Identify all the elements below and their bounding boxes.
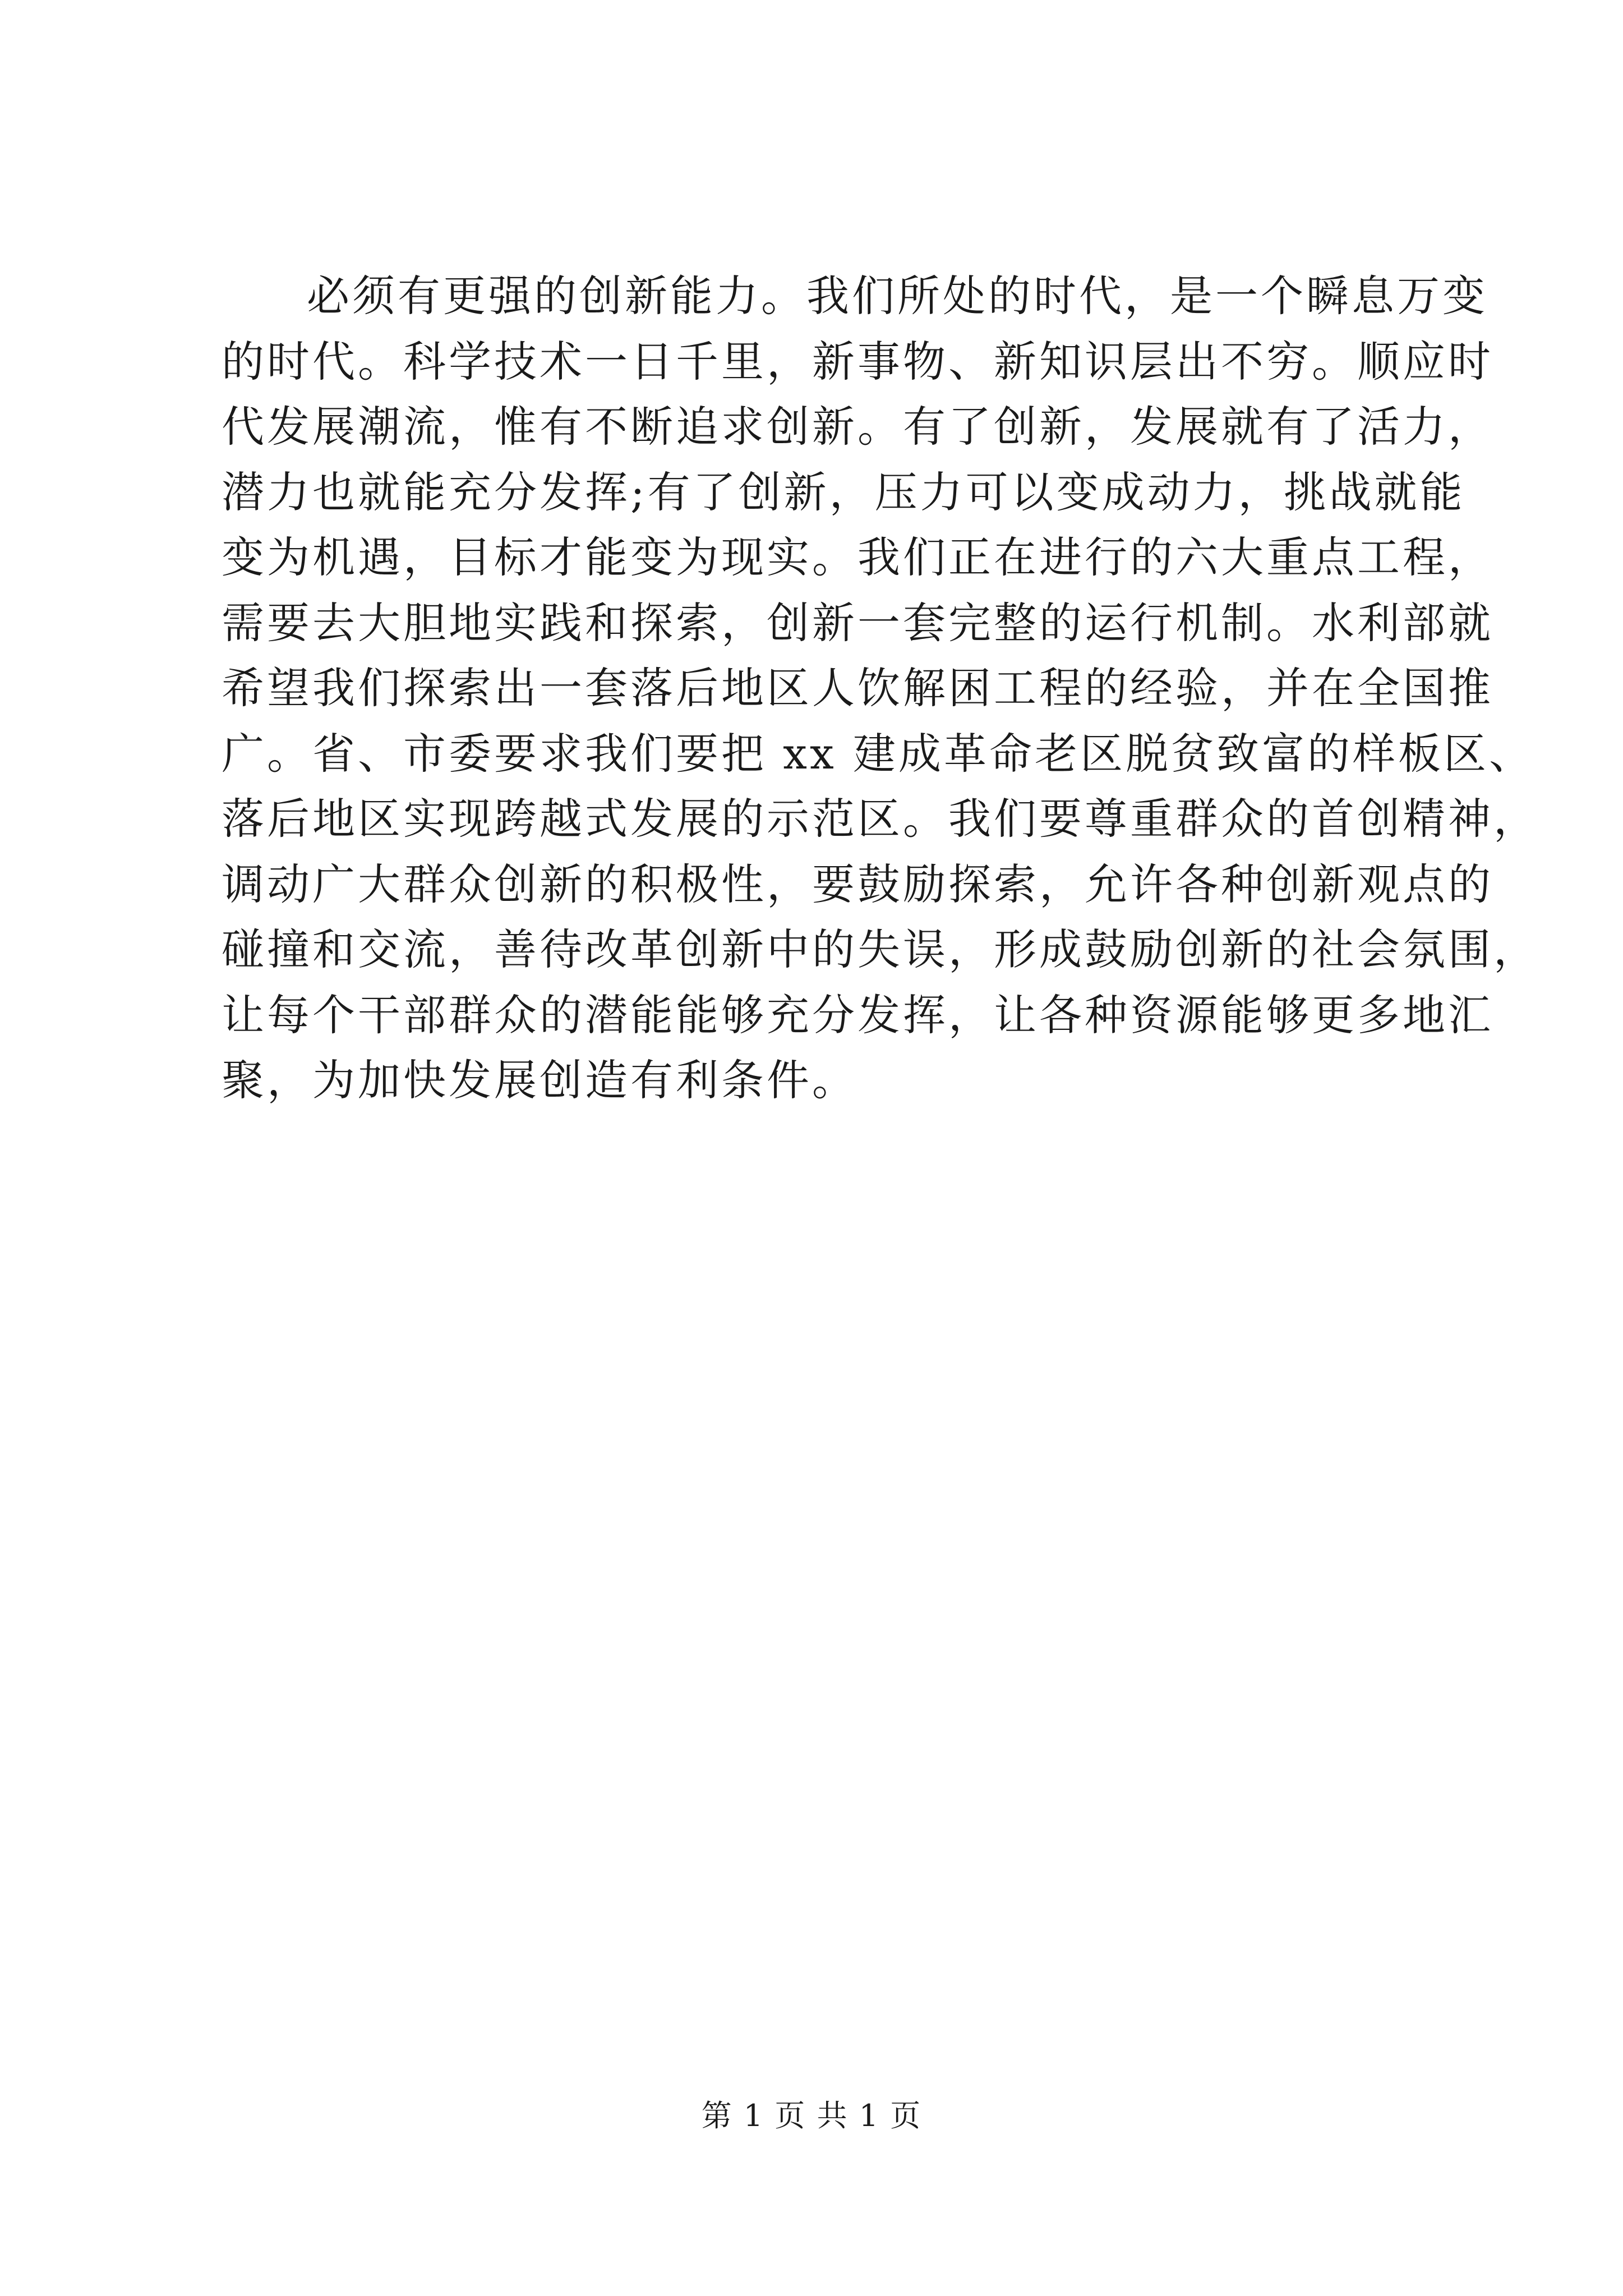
paragraph-line: 潜力也就能充分发挥;有了创新，压力可以变成动力，挑战就能 — [222, 467, 1465, 517]
paragraph-line: 调动广大群众创新的积极性，要鼓励探索，允许各种创新观点的 — [222, 859, 1493, 909]
paragraph-line: 需要去大胆地实践和探索，创新一套完整的运行机制。水利部就 — [222, 597, 1493, 648]
paragraph-line: 希望我们探索出一套落后地区人饮解困工程的经验，并在全国推 — [222, 663, 1493, 713]
paragraph-line: 聚，为加快发展创造有利条件。 — [222, 1055, 857, 1105]
paragraph-line: 落后地区实现跨越式发展的示范区。我们要尊重群众的首创精神， — [222, 794, 1539, 844]
paragraph-line: 碰撞和交流，善待改革创新中的失误，形成鼓励创新的社会氛围， — [222, 924, 1539, 974]
page-footer — [0, 2098, 1623, 2134]
paragraph-line: 代发展潮流，惟有不断追求创新。有了创新，发展就有了活力， — [222, 402, 1493, 452]
paragraph-line: 必须有更强的创新能力。我们所处的时代，是一个瞬息万变 — [307, 271, 1488, 321]
page-number: 第 1 页 共 1 页 — [701, 2098, 922, 2133]
paragraph-line: 广。省、市委要求我们要把 xx 建成革命老区脱贫致富的样板区、 — [222, 728, 1535, 779]
paragraph-line: 的时代。科学技术一日千里，新事物、新知识层出不穷。顺应时 — [222, 336, 1493, 386]
paragraph-line: 变为机遇，目标才能变为现实。我们正在进行的六大重点工程， — [222, 532, 1493, 582]
body-paragraph — [222, 264, 1539, 1114]
paragraph-line: 让每个干部群众的潜能能够充分发挥，让各种资源能够更多地汇 — [222, 990, 1493, 1040]
